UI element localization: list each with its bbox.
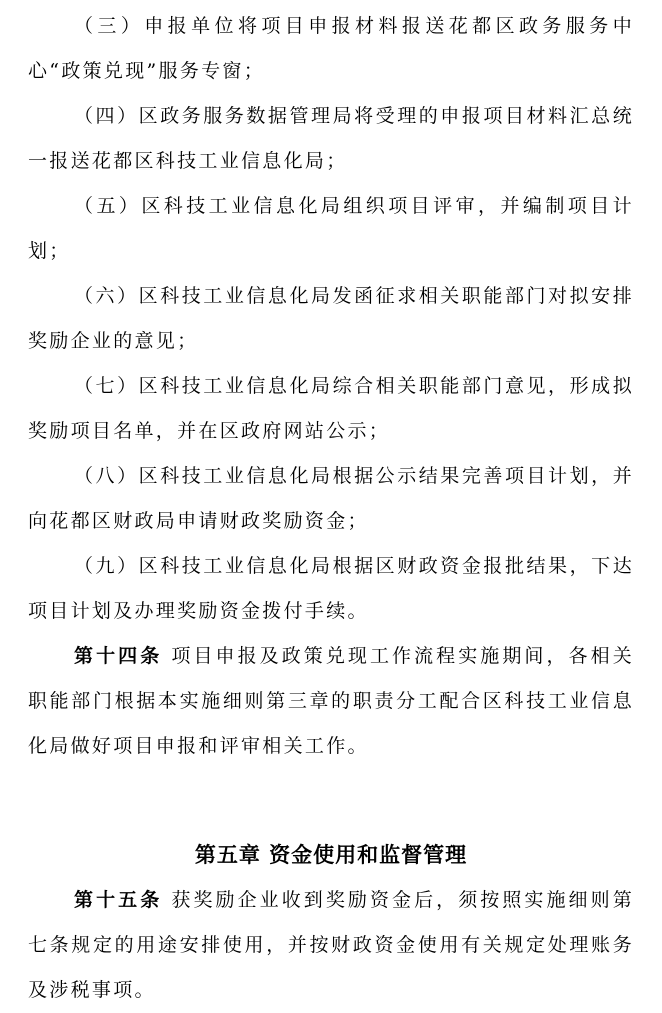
chapter-5-heading: 第五章 资金使用和监督管理	[194, 843, 468, 867]
list-item-6: （六）区科技工业信息化局发函征求相关职能部门对拟安排奖励企业的意见；	[28, 285, 634, 352]
article-15	[28, 878, 634, 1013]
article-14-text: 项目申报及政策兑现工作流程实施期间，各相关职能部门根据本实施细则第三章的职责分工配合区科技工业信息化局做好项目申报和评审相关工作。	[28, 645, 634, 757]
list-item-8: （八）区科技工业信息化局根据公示结果完善项目计划，并向花都区财政局申请财政奖励资金；	[28, 465, 634, 532]
list-item-4: （四）区政务服务数据管理局将受理的申报项目材料汇总统一报送花都区科技工业信息化局；	[28, 105, 634, 172]
list-item-7: （七）区科技工业信息化局综合相关职能部门意见，形成拟奖励项目名单，并在区政府网站公示；	[28, 375, 634, 442]
list-item-9: （九）区科技工业信息化局根据区财政资金报批结果，下达项目计划及办理奖励资金拨付手续。	[28, 555, 634, 622]
list-item-3: （三）申报单位将项目申报材料报送花都区政务服务中心“政策兑现”服务专窗；	[28, 15, 634, 82]
article-14-label: 第十四条	[74, 645, 163, 667]
article-15-label: 第十五条	[74, 889, 163, 911]
list-item-5: （五）区科技工业信息化局组织项目评审，并编制项目计划；	[28, 195, 634, 262]
document-page	[28, 4, 634, 1013]
article-14	[28, 634, 634, 769]
article-15-text: 获奖励企业收到奖励资金后，须按照实施细则第七条规定的用途安排使用，并按财政资金使用有关规定处理账务及涉税事项。	[28, 889, 634, 1001]
